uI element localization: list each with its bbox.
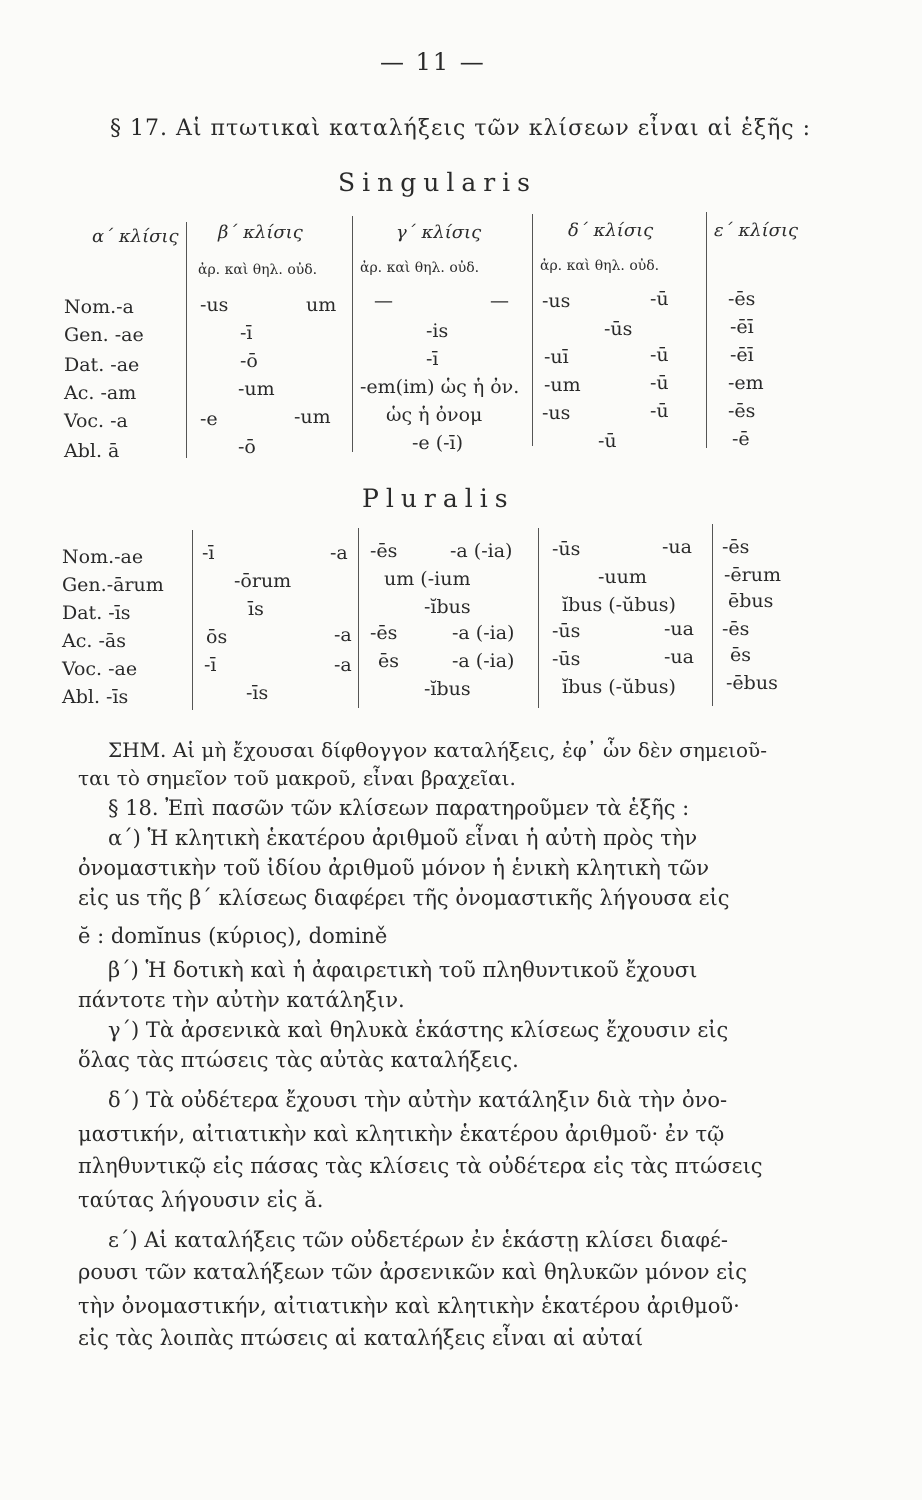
- sg-abl-decl3: -e (-ī): [412, 432, 464, 454]
- sg-gen-decl1: Gen. -ae: [64, 324, 144, 346]
- pl-gen-decl4: -uum: [598, 566, 647, 588]
- header-decl-3: γ΄ κλίσις: [396, 222, 482, 243]
- note-line-1: ΣΗΜ. Αἱ μὴ ἔχουσαι δίφθογγον καταλήξεις, ἐφ᾽ ὧν δὲν σημειοῦ-: [108, 738, 767, 762]
- paragraph-line: ε΄) Αἱ καταλήξεις τῶν οὐδετέρων ἐν ἑκάστῃ κλίσει διαφέ-: [108, 1228, 728, 1252]
- sg-gen-decl5: -ēī: [730, 316, 754, 338]
- pl-acc-decl2-neut: -a: [334, 624, 352, 646]
- paragraph-line: ρουσι τῶν καταλήξεων τῶν ἀρσενικῶν καὶ θηλυκῶν μόνον εἰς: [78, 1260, 748, 1284]
- pluralis-title: Pluralis: [362, 484, 515, 513]
- header-decl-4: δ΄ κλίσις: [568, 220, 654, 241]
- column-divider: [706, 212, 707, 448]
- paragraph-line: μαστικήν, αἰτιατικὴν καὶ κλητικὴν ἑκατέρου ἀριθμοῦ· ἐν τῷ: [78, 1122, 725, 1146]
- sg-acc-decl3: -em(im) ὡς ἡ ὀν.: [360, 376, 520, 398]
- sg-nom-decl4-neut: -ū: [650, 288, 669, 310]
- header-decl-1: α΄ κλίσις: [92, 226, 179, 247]
- pl-gen-decl3: um (-ium: [384, 568, 471, 590]
- paragraph-line: ĕ : domĭnus (κύριος), domině: [78, 924, 388, 948]
- sg-gen-decl4: -ūs: [604, 318, 633, 340]
- pl-dat-decl4: ĭbus (-ŭbus): [562, 594, 676, 616]
- pl-nom-decl3-masc: -ēs: [370, 540, 398, 562]
- sg-nom-decl5: -ēs: [728, 288, 756, 310]
- pl-voc-decl1: Voc. -ae: [62, 658, 138, 680]
- paragraph-line: πάντοτε τὴν αὐτὴν κατάληξιν.: [78, 988, 405, 1012]
- sg-acc-decl1: Ac. -am: [64, 382, 137, 404]
- sg-dat-decl4-masc: -uī: [544, 346, 569, 368]
- paragraph-line: πληθυντικῷ εἰς πάσας τὰς κλίσεις τὰ οὐδέτερα εἰς τὰς πτώσεις: [78, 1154, 763, 1178]
- pl-acc-decl4-masc: -ūs: [552, 620, 581, 642]
- subheader-decl-4: ἀρ. καὶ θηλ. οὐδ.: [540, 258, 660, 274]
- sg-nom-decl3-masc: —: [374, 290, 393, 312]
- pl-acc-decl1: Ac. -ās: [62, 630, 126, 652]
- column-divider: [192, 530, 193, 710]
- pl-voc-decl3-neut: -a (-ia): [452, 650, 515, 672]
- pl-voc-decl5: ēs: [730, 644, 751, 666]
- column-divider: [358, 528, 359, 708]
- pl-abl-decl5: -ēbus: [726, 672, 778, 694]
- sg-nom-decl2-masc: -us: [200, 294, 229, 316]
- column-divider: [186, 222, 187, 458]
- pl-nom-decl1: Nom.-ae: [62, 546, 144, 568]
- pl-nom-decl4-masc: -ūs: [552, 538, 581, 560]
- pl-acc-decl3-masc: -ēs: [370, 622, 398, 644]
- sg-voc-decl1: Voc. -a: [64, 410, 128, 432]
- sg-nom-decl3-neut: —: [490, 290, 509, 312]
- pl-gen-decl1: Gen.-ārum: [62, 574, 164, 596]
- pl-voc-decl4-masc: -ūs: [552, 648, 581, 670]
- pl-voc-decl4-neut: -ua: [664, 646, 694, 668]
- sg-voc-decl2-masc: -e: [200, 408, 218, 430]
- pl-voc-decl3-masc: ēs: [378, 650, 399, 672]
- sg-abl-decl2: -ō: [238, 436, 256, 458]
- header-decl-2: β΄ κλίσις: [218, 222, 303, 243]
- sg-gen-decl2: -ī: [240, 322, 253, 344]
- sg-abl-decl1: Abl. ā: [64, 440, 120, 462]
- pl-nom-decl5: -ēs: [722, 536, 750, 558]
- pl-dat-decl1: Dat. -īs: [62, 602, 131, 624]
- sg-dat-decl2: -ō: [240, 350, 258, 372]
- pl-dat-decl2: īs: [248, 598, 264, 620]
- paragraph-line: γ΄) Τὰ ἀρσενικὰ καὶ θηλυκὰ ἑκάστης κλίσεως ἔχουσιν εἰς: [108, 1018, 729, 1042]
- sg-voc-decl4-neut: -ū: [650, 400, 669, 422]
- pl-dat-decl5: ēbus: [728, 590, 774, 612]
- sg-nom-decl4-masc: -us: [542, 290, 571, 312]
- section-17-heading: § 17. Αἱ πτωτικαὶ καταλήξεις τῶν κλίσεων εἶναι αἱ ἑξῆς :: [110, 116, 811, 141]
- pl-dat-decl3: -ĭbus: [424, 596, 471, 618]
- paragraph-line: δ΄) Τὰ οὐδέτερα ἔχουσι τὴν αὐτὴν κατάληξιν διὰ τὴν ὀνο-: [108, 1088, 728, 1112]
- column-divider: [712, 524, 713, 706]
- paragraph-line: α΄) Ἡ κλητικὴ ἑκατέρου ἀριθμοῦ εἶναι ἡ αὐτὴ πρὸς τὴν: [108, 826, 698, 850]
- paragraph-line: ταύτας λήγουσιν εἰς ă.: [78, 1188, 324, 1212]
- pl-nom-decl4-neut: -ua: [662, 536, 692, 558]
- singularis-title: Singularis: [338, 168, 538, 197]
- pl-acc-decl5: -ēs: [722, 618, 750, 640]
- pl-nom-decl3-neut: -a (-ia): [450, 540, 513, 562]
- pl-nom-decl2-masc: -ī: [202, 542, 215, 564]
- pl-acc-decl4-neut: -ua: [664, 618, 694, 640]
- sg-abl-decl5: -ē: [732, 428, 750, 450]
- paragraph-line: εἰς us τῆς β΄ κλίσεως διαφέρει τῆς ὀνομαστικῆς λήγουσα εἰς: [78, 886, 730, 910]
- paragraph-line: ὅλας τὰς πτώσεις τὰς αὐτὰς καταλήξεις.: [78, 1048, 519, 1072]
- section-18-heading: § 18. Ἐπὶ πασῶν τῶν κλίσεων παρατηροῦμεν τὰ ἑξῆς :: [108, 796, 690, 820]
- sg-dat-decl3: -ī: [426, 348, 439, 370]
- subheader-decl-3: ἀρ. καὶ θηλ. οὐδ.: [360, 260, 480, 276]
- sg-gen-decl3: -is: [426, 320, 449, 342]
- pl-gen-decl2: -ōrum: [234, 570, 292, 592]
- paragraph-line: εἰς τὰς λοιπὰς πτώσεις αἱ καταλήξεις εἶναι αἱ αὐταί: [78, 1326, 644, 1350]
- subheader-decl-2: ἀρ. καὶ θηλ. οὐδ.: [198, 262, 318, 278]
- sg-voc-decl3: ὡς ἡ ὀνομ: [386, 404, 483, 426]
- pl-nom-decl2-neut: -a: [330, 542, 348, 564]
- note-line-2: ται τὸ σημεῖον τοῦ μακροῦ, εἶναι βραχεῖαι.: [78, 766, 516, 790]
- sg-dat-decl1: Dat. -ae: [64, 354, 140, 376]
- column-divider: [532, 214, 533, 446]
- pl-gen-decl5: -ērum: [724, 564, 781, 586]
- pl-abl-decl1: Abl. -īs: [62, 686, 129, 708]
- sg-acc-decl5: -em: [728, 372, 764, 394]
- paragraph-line: ὀνομαστικὴν τοῦ ἰδίου ἀριθμοῦ μόνον ἡ ἑνικὴ κλητικὴ τῶν: [78, 856, 710, 880]
- sg-dat-decl4-neut: -ū: [650, 344, 669, 366]
- sg-nom-decl2-neut: um: [306, 294, 337, 316]
- paragraph-line: β΄) Ἡ δοτικὴ καὶ ἡ ἀφαιρετικὴ τοῦ πληθυντικοῦ ἔχουσι: [108, 958, 698, 982]
- sg-dat-decl5: -ēī: [730, 344, 754, 366]
- pl-abl-decl4: ĭbus (-ŭbus): [562, 676, 676, 698]
- column-divider: [538, 528, 539, 708]
- header-decl-5: ε΄ κλίσις: [714, 220, 799, 241]
- sg-voc-decl2-neut: -um: [294, 406, 331, 428]
- sg-voc-decl5: -ēs: [728, 400, 756, 422]
- page-number: — 11 —: [380, 48, 486, 76]
- sg-acc-decl2: -um: [238, 378, 275, 400]
- pl-acc-decl2-masc: ōs: [206, 626, 228, 648]
- sg-acc-decl4-masc: -um: [544, 374, 581, 396]
- pl-acc-decl3-neut: -a (-ia): [452, 622, 515, 644]
- sg-voc-decl4-masc: -us: [542, 402, 571, 424]
- pl-voc-decl2-masc: -ī: [204, 654, 217, 676]
- sg-abl-decl4: -ū: [598, 430, 617, 452]
- pl-abl-decl3: -ĭbus: [424, 678, 471, 700]
- paragraph-line: τὴν ὀνομαστικήν, αἰτιατικὴν καὶ κλητικὴν ἑκατέρου ἀριθμοῦ·: [78, 1294, 740, 1318]
- pl-abl-decl2: -īs: [246, 682, 269, 704]
- sg-nom-decl1: Nom.-a: [64, 296, 134, 318]
- sg-acc-decl4-neut: -ū: [650, 372, 669, 394]
- pl-voc-decl2-neut: -a: [334, 654, 352, 676]
- column-divider: [352, 216, 353, 452]
